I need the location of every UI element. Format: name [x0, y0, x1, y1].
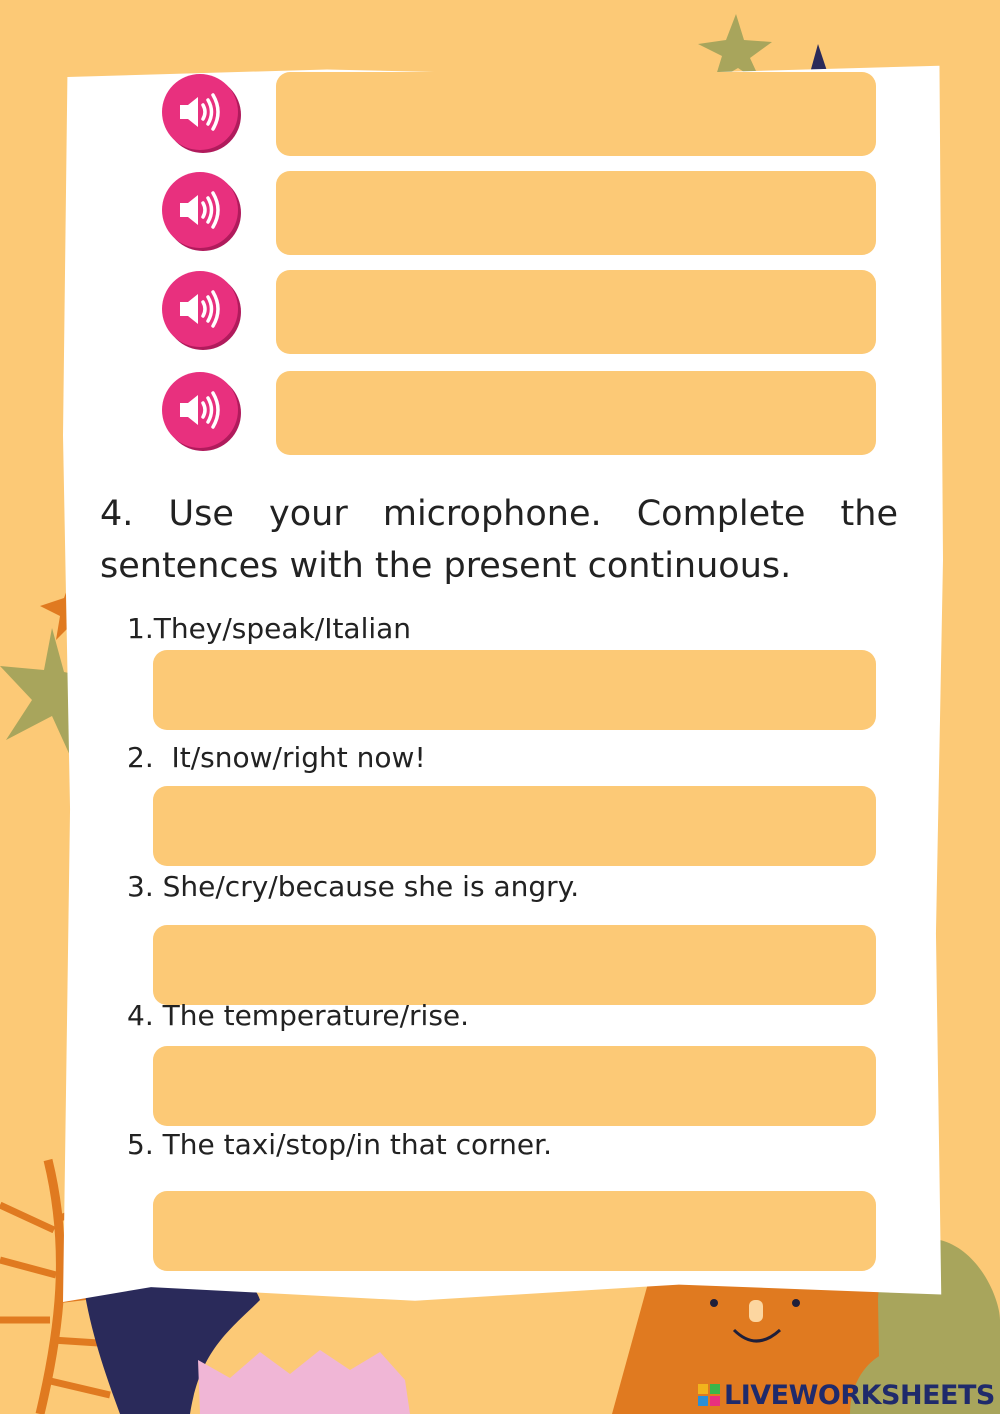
sentence-answer-1[interactable]: [153, 650, 876, 730]
sentence-answer-5[interactable]: [153, 1191, 876, 1271]
liveworksheets-logo-icon: [698, 1384, 720, 1406]
prompt-5: 5. The taxi/stop/in that corner.: [127, 1128, 552, 1161]
leaf-shape: [198, 1350, 410, 1414]
sentence-answer-3[interactable]: [153, 925, 876, 1005]
speaker-button-4[interactable]: [162, 372, 238, 448]
prompt-4: 4. The temperature/rise.: [127, 999, 470, 1032]
speaker-button-1[interactable]: [162, 74, 238, 150]
speaker-icon: [176, 388, 224, 432]
audio-answer-3[interactable]: [276, 270, 876, 354]
audio-answer-4[interactable]: [276, 371, 876, 455]
audio-answer-2[interactable]: [276, 171, 876, 255]
speaker-button-3[interactable]: [162, 271, 238, 347]
liveworksheets-logo: [698, 1378, 995, 1412]
speaker-icon: [176, 90, 224, 134]
prompt-2: 2. It/snow/right now!: [127, 741, 426, 774]
sentence-answer-2[interactable]: [153, 786, 876, 866]
logo-text: LIVEWORKSHEETS: [724, 1379, 995, 1411]
fern-shape: [40, 1160, 60, 1414]
speaker-icon: [176, 287, 224, 331]
audio-answer-1[interactable]: [276, 72, 876, 156]
prompt-1: 1.They/speak/Italian: [127, 612, 412, 645]
sentence-answer-4[interactable]: [153, 1046, 876, 1126]
exercise-instruction: 4. Use your microphone. Complete the sentences with the present continuous.: [100, 494, 898, 586]
speaker-button-2[interactable]: [162, 172, 238, 248]
speaker-icon: [176, 188, 224, 232]
prompt-3: 3. She/cry/because she is angry.: [127, 870, 580, 903]
